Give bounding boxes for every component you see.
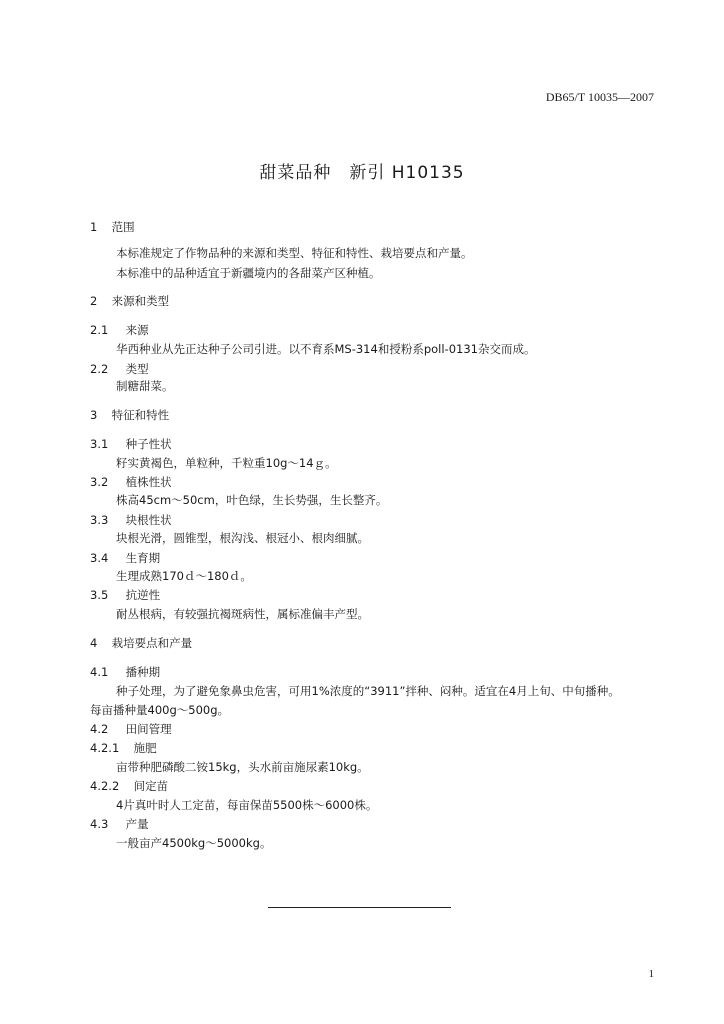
subsection-heading-3-4	[90, 550, 160, 566]
paragraph: 本标准中的品种适宜于新疆境内的各甜菜产区种植。	[116, 266, 381, 280]
paragraph: 4片真叶时人工定苗，每亩保苗5500株～6000株。	[116, 798, 378, 812]
subsection-title: 播种期	[125, 665, 161, 679]
subsection-number: 2.1	[90, 323, 109, 337]
subsection-title: 种子性状	[125, 437, 172, 451]
subsection-number: 3.4	[90, 551, 109, 565]
section-heading-1	[90, 219, 135, 235]
paragraph: 华西种业从先正达种子公司引进。以不育系MS-314和授粉系poll-0131杂交而成。	[116, 342, 536, 356]
subsection-heading-3-2	[90, 474, 172, 490]
section-heading-2	[90, 293, 169, 309]
subsection-title: 类型	[125, 362, 149, 376]
subsection-number: 3.2	[90, 475, 109, 489]
section-number: 1	[90, 220, 98, 234]
subsection-title: 田间管理	[125, 722, 172, 736]
section-number: 3	[90, 408, 98, 422]
subsection-title: 植株性状	[125, 475, 172, 489]
subsubsection-heading-4-2-1	[90, 740, 157, 756]
paragraph: 一般亩产4500kg～5000kg。	[116, 836, 272, 850]
paragraph: 本标准规定了作物品种的来源和类型、特征和特性、栽培要点和产量。	[116, 246, 473, 260]
subsubsection-title: 施肥	[133, 741, 157, 755]
subsection-title: 抗逆性	[125, 588, 161, 602]
subsection-title: 块根性状	[125, 513, 172, 527]
subsection-number: 2.2	[90, 362, 109, 376]
paragraph: 生理成熟170ｄ～180ｄ。	[116, 569, 252, 583]
paragraph: 制糖甜菜。	[116, 379, 174, 393]
subsection-number: 3.1	[90, 437, 109, 451]
paragraph: 株高45cm～50cm，叶色绿，生长势强，生长整齐。	[116, 493, 388, 507]
end-divider	[268, 907, 451, 908]
subsection-heading-2-2	[90, 361, 149, 377]
subsection-number: 4.1	[90, 665, 109, 679]
standard-code: DB65/T 10035—2007	[545, 90, 654, 104]
subsection-title: 产量	[125, 817, 149, 831]
subsection-heading-3-5	[90, 587, 160, 603]
paragraph: 籽实黄褐色，单粒种，千粒重10g～14ｇ。	[116, 456, 337, 470]
subsection-heading-4-1	[90, 664, 160, 680]
paragraph-continuation: 每亩播种量400g～500g。	[90, 703, 229, 717]
subsection-number: 4.3	[90, 817, 109, 831]
subsection-heading-2-1	[90, 322, 149, 338]
subsection-number: 3.5	[90, 588, 109, 602]
subsubsection-number: 4.2.2	[90, 779, 120, 793]
page-number: 1	[648, 968, 654, 980]
page-title: 甜菜品种 新引 H10135	[259, 163, 465, 183]
subsection-number: 4.2	[90, 722, 109, 736]
section-title: 特征和特性	[111, 408, 170, 422]
subsection-heading-4-3	[90, 816, 149, 832]
subsubsection-number: 4.2.1	[90, 741, 120, 755]
paragraph: 耐丛根病，有较强抗褐斑病性，属标准偏丰产型。	[116, 607, 369, 621]
section-title: 范围	[111, 220, 135, 234]
paragraph: 种子处理，为了避免象鼻虫危害，可用1%浓度的“3911”拌种、闷种。适宜在4月上旬、中旬播种。	[116, 684, 620, 698]
subsection-number: 3.3	[90, 513, 109, 527]
subsection-heading-3-1	[90, 436, 172, 452]
subsubsection-heading-4-2-2	[90, 778, 168, 794]
paragraph: 亩带种肥磷酸二铵15kg，头水前亩施尿素10kg。	[116, 760, 369, 774]
section-heading-3	[90, 407, 169, 423]
section-number: 2	[90, 294, 98, 308]
section-title: 栽培要点和产量	[111, 636, 193, 650]
section-heading-4	[90, 635, 192, 651]
section-number: 4	[90, 636, 98, 650]
subsection-heading-4-2	[90, 721, 172, 737]
subsection-heading-3-3	[90, 512, 172, 528]
subsubsection-title: 间定苗	[133, 779, 169, 793]
section-title: 来源和类型	[111, 294, 170, 308]
subsection-title: 生育期	[125, 551, 161, 565]
paragraph: 块根光滑，圆锥型，根沟浅、根冠小、根肉细腻。	[116, 531, 369, 545]
subsection-title: 来源	[125, 323, 149, 337]
